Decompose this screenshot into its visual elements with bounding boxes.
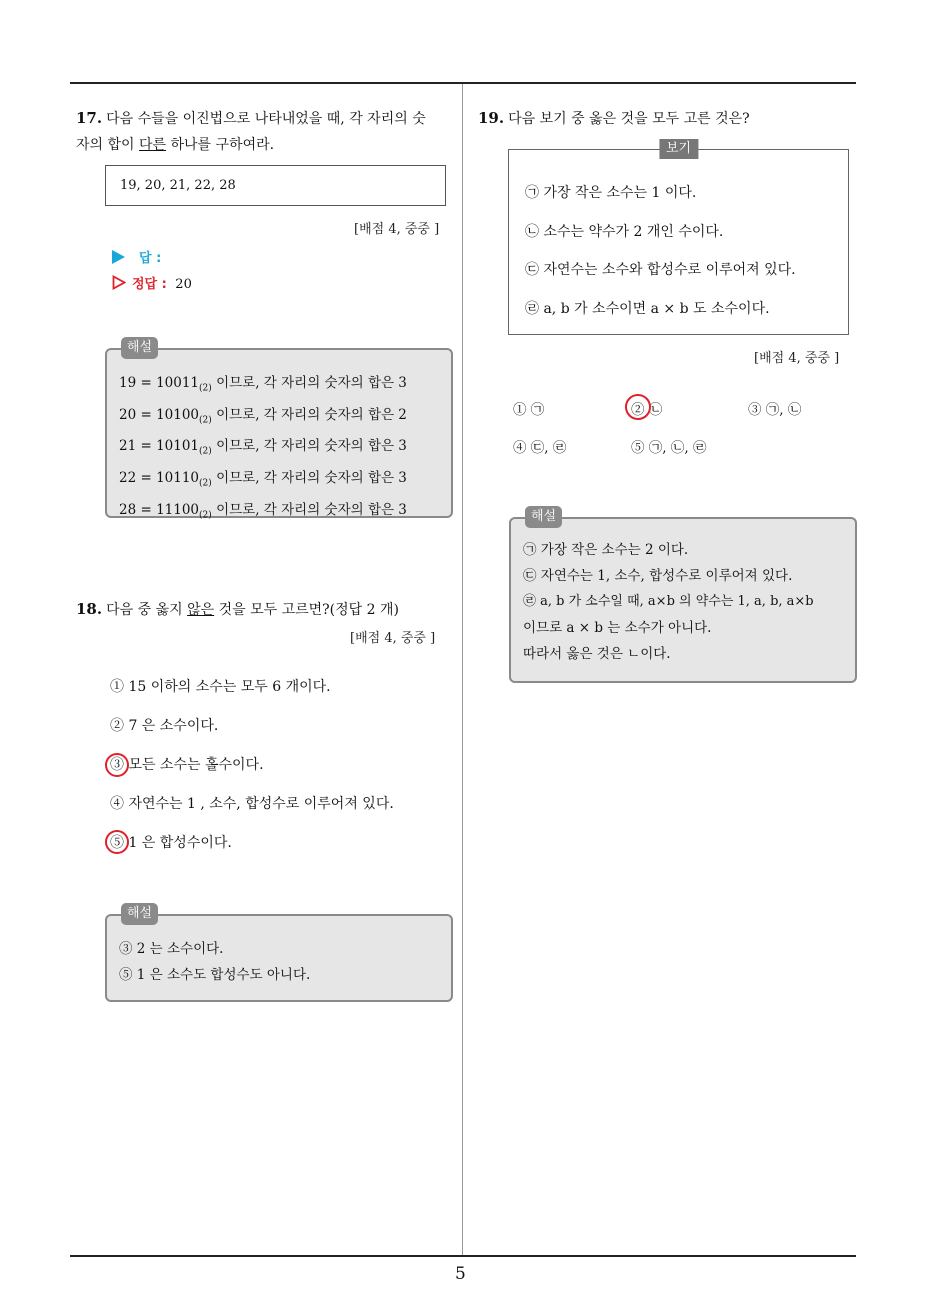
q17-answer-label: 답 :	[139, 251, 162, 266]
q18-score: [배점 4, 중중 ]	[350, 631, 436, 646]
q18-options	[110, 668, 460, 863]
q19-bogi-item: ㉡ 소수는 약수가 2 개인 수이다.	[525, 223, 724, 240]
top-rule	[70, 82, 856, 84]
q18-text-b: 것을 모두 고르면?(정답 2 개)	[214, 602, 399, 618]
q17-number: 17.	[76, 109, 103, 127]
q19-explanation-box	[509, 509, 857, 683]
q18-explanation-line: ⑤ 1 은 소수도 합성수도 아니다.	[119, 967, 311, 983]
page-number: 5	[455, 1264, 466, 1284]
q17-text-line2b: 하나를 구하여라.	[166, 137, 275, 153]
q17-question	[76, 105, 458, 158]
q17-explanation-line: $28 = 11100_{(2)}$ 이므로, 각 자리의 숫자의 합은 3	[119, 501, 407, 521]
q19-option-4[interactable]: ④ ㉢, ㉣	[513, 440, 567, 456]
bottom-rule	[70, 1255, 856, 1257]
q17-score: [배점 4, 중중 ]	[354, 222, 440, 237]
q19-score: [배점 4, 중중 ]	[754, 351, 840, 366]
q18-option-4[interactable]: ④ 자연수는 1 , 소수, 합성수로 이루어져 있다.	[110, 796, 394, 812]
q19-bogi-box	[508, 141, 849, 335]
q17-correct-row	[112, 273, 192, 292]
q18-explanation-tag: 해설	[121, 903, 158, 925]
q17-correct-value: 20	[175, 277, 192, 292]
q19-explanation-tag: 해설	[525, 506, 562, 528]
q19-option-2[interactable]: ② ㉡	[631, 402, 663, 418]
q18-option-2[interactable]: ② 7 은 소수이다.	[110, 718, 219, 734]
q19-question	[478, 105, 856, 132]
q19-explanation-line: 따라서 옳은 것은 ㄴ이다.	[523, 646, 671, 662]
q18-selected-circle-5	[105, 830, 129, 854]
q17-explanation-line: $20 = 10100_{(2)}$ 이므로, 각 자리의 숫자의 합은 2	[119, 406, 407, 426]
q18-option-5[interactable]: ⑤ 1 은 합성수이다.	[110, 835, 232, 851]
q19-explanation-line: 이므로 a × b 는 소수가 아니다.	[523, 620, 712, 636]
q17-explanation-line: $19 = 10011_{(2)}$ 이므로, 각 자리의 숫자의 합은 3	[119, 375, 407, 394]
column-divider	[462, 84, 463, 1256]
q17-answer-row	[112, 247, 161, 266]
q17-explanation-line: $22 = 10110_{(2)}$ 이므로, 각 자리의 숫자의 합은 3	[119, 470, 407, 489]
q19-explanation-line: ㉠ 가장 작은 소수는 2 이다.	[523, 542, 689, 558]
q17-explanation-line: $21 = 10101_{(2)}$ 이므로, 각 자리의 숫자의 합은 3	[119, 438, 407, 458]
q17-explanation-box	[105, 340, 453, 521]
q18-text-a: 다음 중 옳지	[106, 602, 188, 618]
q18-selected-circle-3	[105, 753, 129, 777]
q17-text-line2a: 자의 합이	[76, 137, 139, 153]
q19-bogi-item: ㉣ a, b 가 소수이면 a × b 도 소수이다.	[525, 300, 770, 317]
q19-explanation-line: ㉣ a, b 가 소수일 때, a×b 의 약수는 1, a, b, a×b	[523, 594, 814, 609]
q18-text-underline: 않은	[187, 602, 215, 618]
q19-option-1[interactable]: ① ㉠	[513, 402, 545, 418]
q19-number: 19.	[478, 109, 505, 127]
q19-selected-circle-2	[625, 394, 651, 420]
play-triangle-icon	[112, 250, 125, 264]
q18-option-3[interactable]: ③ 모든 소수는 홀수이다.	[110, 757, 264, 773]
outline-triangle-icon	[112, 275, 126, 290]
q19-text: 다음 보기 중 옳은 것을 모두 고른 것은?	[508, 111, 750, 127]
q18-option-1[interactable]: ① 15 이하의 소수는 모두 6 개이다.	[110, 679, 331, 695]
q17-text-line1: 다음 수들을 이진법으로 나타내었을 때, 각 자리의 숫	[106, 111, 426, 127]
q18-explanation-line: ③ 2 는 소수이다.	[119, 941, 224, 957]
q17-correct-label: 정답 :	[132, 277, 167, 292]
q19-bogi-tag: 보기	[659, 139, 698, 159]
q17-number-box: 19, 20, 21, 22, 28	[105, 165, 446, 206]
q18-explanation-box	[105, 906, 453, 1002]
q19-explanation-line: ㉢ 자연수는 1, 소수, 합성수로 이루어져 있다.	[523, 568, 793, 584]
q19-bogi-item: ㉠ 가장 작은 소수는 1 이다.	[525, 185, 697, 201]
q18-number: 18.	[76, 600, 103, 618]
q17-text-underline: 다른	[139, 137, 167, 153]
q19-option-5[interactable]: ⑤ ㉠, ㉡, ㉣	[631, 440, 707, 456]
q19-bogi-item: ㉢ 자연수는 소수와 합성수로 이루어져 있다.	[525, 262, 796, 278]
q18-question	[76, 596, 458, 623]
q19-option-3[interactable]: ③ ㉠, ㉡	[748, 402, 802, 418]
q17-explanation-tag: 해설	[121, 337, 158, 359]
